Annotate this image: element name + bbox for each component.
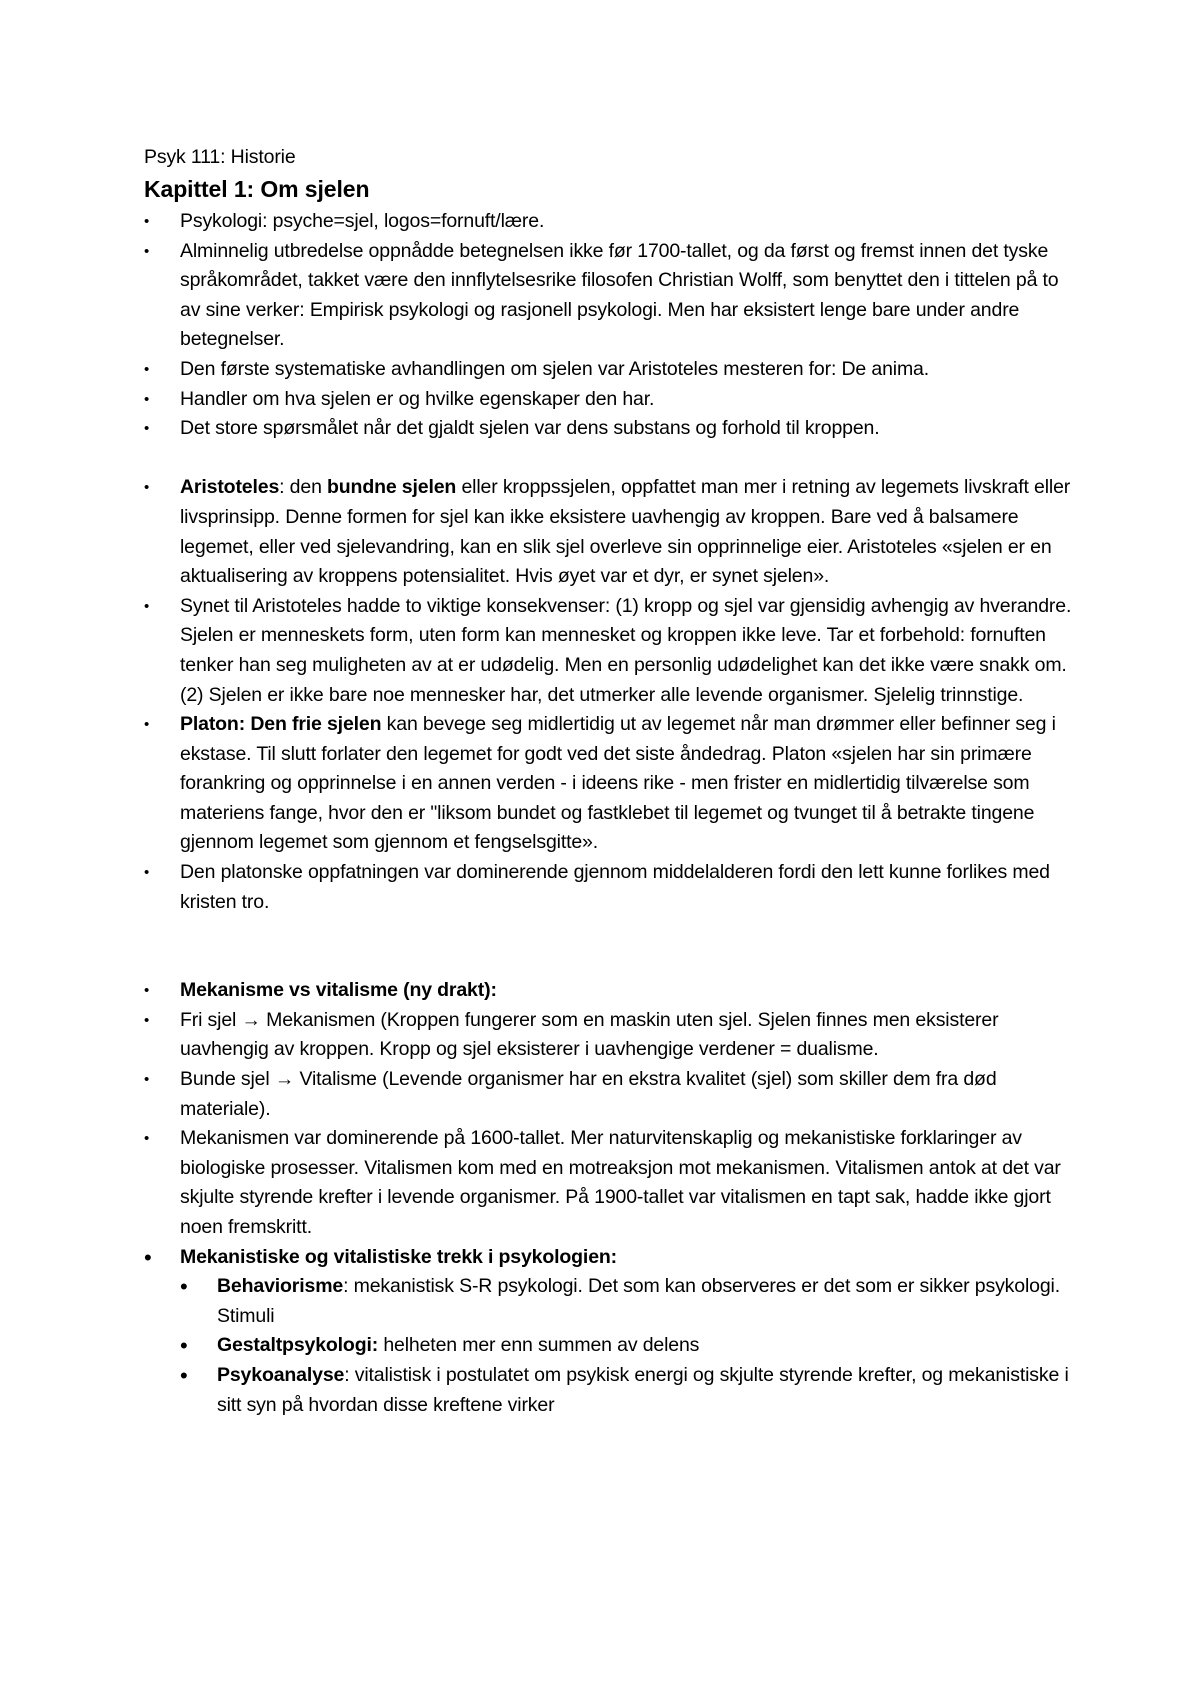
list-item: • Synet til Aristoteles hadde to viktige konsekvenser: (1) kropp og sjel var gjensidig avhengig av hverandre. Sjelen er menneskets form, uten form kan mennesket og kroppen ikke leve. Tar et forbehold: fornuften tenker han seg muligheten av at er udødelig. Men en personlig udødelighet kan det ikke være snakk om. (2) Sjelen er ikke bare noe mennesker har, det utmerker alle levende organismer. Sjelelig trinnstige. <box>144 592 1074 710</box>
term: Psykoanalyse <box>217 1363 345 1386</box>
term-frie-sjelen: Den frie sjelen <box>250 713 382 736</box>
arrow-right-icon: → <box>274 1068 295 1091</box>
traits-sublist <box>180 1272 1074 1420</box>
list-item: • Den platonske oppfatningen var dominerende gjennom middelalderen fordi den lett kunne forlikes med kristen tro. <box>144 858 1074 917</box>
list-item: • Handler om hva sjelen er og hvilke egenskaper den har. <box>144 385 1074 415</box>
spacer <box>144 444 1074 474</box>
term: Gestaltpsykologi: <box>217 1334 379 1357</box>
traits-heading: Mekanistiske og vitalistiske trekk i psykologien: <box>180 1245 617 1268</box>
text: Fri sjel <box>180 1008 242 1031</box>
list-item-fri-sjel <box>144 1006 1074 1065</box>
term-platon: Platon <box>180 713 239 736</box>
text: helheten mer enn summen av delens <box>378 1334 700 1357</box>
section-soul-list <box>144 473 1074 917</box>
list-item: • Mekanismen var dominerende på 1600-tallet. Mer naturvitenskaplig og mekanistiske forklaringer av biologiske prosesser. Vitalismen kom med en motreaksjon mot mekanismen. Vitalismen antok at det var skjulte styrende krefter i levende organismer. På 1900-tallet var vitalismen en tapt sak, hadde ikke gjort noen fremskritt. <box>144 1124 1074 1242</box>
text: Vitalisme (Levende organismer har en ekstra kvalitet (sjel) som skiller dem fra død materiale). <box>180 1068 997 1120</box>
sublist-item <box>180 1361 1074 1420</box>
term-bundne-sjelen: bundne sjelen <box>327 476 457 499</box>
list-item: • Den første systematiske avhandlingen om sjelen var Aristoteles mesteren for: De anima. <box>144 355 1074 385</box>
list-item: • Alminnelig utbredelse oppnådde betegnelsen ikke før 1700-tallet, og da først og fremst innen det tyske språkområdet, takket være den innflytelsesrike filosofen Christian Wolff, som benyttet den i tittelen på to av sine verker: Empirisk psykologi og rasjonell psykologi. Men har eksistert lenge bare under andre betegnelser. <box>144 237 1074 355</box>
list-item-platon <box>144 710 1074 858</box>
sublist-item <box>180 1272 1074 1331</box>
separator: : <box>238 713 251 736</box>
text: Bunde sjel <box>180 1068 275 1091</box>
list-item-bunde-sjel <box>144 1065 1074 1124</box>
text: : den <box>279 476 328 499</box>
list-item-traits <box>144 1243 1074 1421</box>
term-aristoteles: Aristoteles <box>180 476 280 499</box>
list-item-aristoteles <box>144 473 1074 591</box>
section-mechanism-list <box>144 976 1074 1420</box>
document-body <box>144 143 1074 1420</box>
chapter-title: Kapittel 1: Om sjelen <box>144 176 370 202</box>
sublist-item <box>180 1331 1074 1361</box>
arrow-right-icon: → <box>241 1008 261 1031</box>
list-item: • Det store spørsmålet når det gjaldt sjelen var dens substans og forhold til kroppen. <box>144 414 1074 444</box>
mechanism-heading: Mekanisme vs vitalisme (ny drakt): <box>180 979 497 1002</box>
list-item: • Psykologi: psyche=sjel, logos=fornuft/lære. <box>144 207 1074 237</box>
text: kan bevege seg midlertidig ut av legemet når man drømmer eller befinner seg i ekstase. Til slutt forlater den legemet for godt ved det siste åndedrag. Platon «sjelen har sin primære forankring og opprinnelse i en annen verden - i ideens rike - men frister en midlertidig tilværelse som materiens fange, hvor den er "liksom bundet og fastklebet til legemet og tvunget til å betrakte tingene gjennom legemet som gjennom et fengselsgitte». <box>180 713 1056 854</box>
spacer <box>144 917 1074 976</box>
text: : mekanistisk S-R psykologi. Det som kan observeres er det som er sikker psykologi. Stimuli <box>217 1275 1060 1327</box>
list-item-heading <box>144 976 1074 1006</box>
text: Mekanismen (Kroppen fungerer som en maskin uten sjel. Sjelen finnes men eksisterer uavhengig av kroppen. Kropp og sjel eksisterer i uavhengige verdener = dualisme. <box>180 1008 999 1061</box>
text: eller kroppssjelen, oppfattet man mer i retning av legemets livskraft eller livsprinsipp. Denne formen for sjel kan ikke eksistere uavhengig av kroppen. Bare ved å balsamere legemet, eller ved sjelevandring, kan en slik sjel overleve sin opprinnelige eier. Aristoteles «sjelen er en aktualisering av kroppens potensialitet. Hvis øyet var et dyr, er synet sjelen». <box>180 476 1071 588</box>
text: : vitalistisk i postulatet om psykisk energi og skjulte styrende krefter, og mekanistiske i sitt syn på hvordan disse kreftene virker <box>217 1363 1069 1416</box>
section-intro-list <box>144 207 1074 444</box>
term: Behaviorisme <box>217 1275 344 1298</box>
course-subtitle: Psyk 111: Historie <box>144 146 296 168</box>
